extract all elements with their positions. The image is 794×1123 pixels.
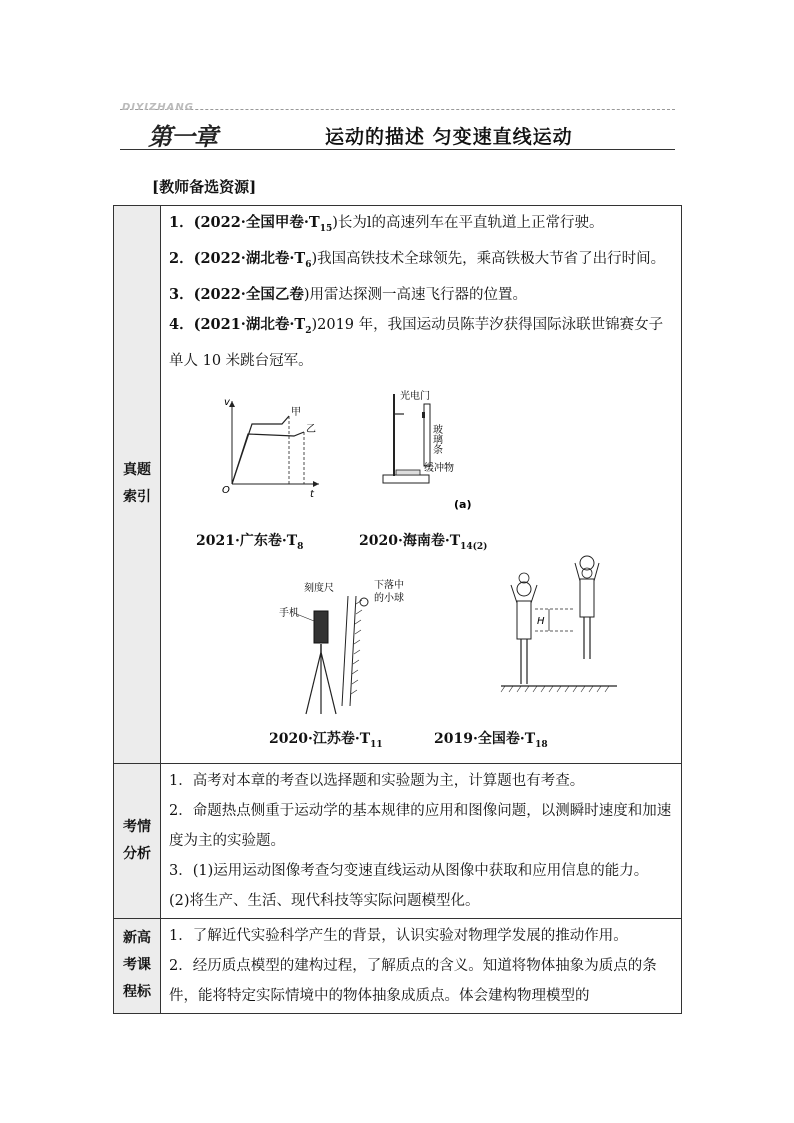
row-label-line: 真题 [123,462,151,479]
row-content [161,763,682,918]
axis-label-t: t [310,488,314,500]
table-row [114,206,682,764]
list-item: 4．(2021·湖北卷$\cdot T_2)2019$ 年，我国运动员陈芋汐获得国际泳联世锦赛女子单人 10 米跳台冠军。 [169,315,664,369]
label-ruler: 刻度尺 [304,582,334,594]
chapter-number: 第一章 [148,123,217,151]
list-item: 1．(2022·全国甲卷$\cdot T_{15}$)长为l的高速列车在平直轨道上正常行驶。 [169,214,604,234]
list-item: 2．经历质点模型的建构过程，了解质点的含义。知道将物体抽象为质点的条件，能将特定实际情境中的物体抽象成质点。体会建构物理模型的 [169,957,657,1004]
row-label [114,206,161,764]
row-label-line: 程标 [123,984,151,1001]
label-falling-ball: 下落中 [374,579,404,591]
row-label-line: 考情 [123,818,151,835]
label-photogate: 光电门 [400,390,430,402]
list-item: (2)将生产、生活、现代科技等实际问题模型化。 [169,892,480,909]
origin-label: O [222,484,230,496]
curve-label-yi: 乙 [306,423,316,435]
figure-tag-a: (a) [454,497,472,511]
figure-caption: 2020·海南卷$\cdot T_{14(2)}$ [359,532,488,552]
resource-table [113,205,682,1014]
row-label [114,763,161,918]
row-label [114,918,161,1013]
vt-graph-figure [214,396,324,504]
list-item: 3．(2022·全国乙卷)用雷达探测一高速飞行器的位置。 [169,285,528,303]
list-item: 2．(2022·湖北卷$\cdot T_6$)我国高铁技术全球领先，乘高铁极大节省了出行时间。 [169,249,666,270]
row-label-line: 新高 [123,930,151,947]
label-height-h: H [537,615,545,627]
list-item: 3．(1)运用运动图像考查匀变速直线运动从图像中获取和应用信息的能力。 [169,862,649,879]
figures-area [169,376,677,761]
curve-label-jia: 甲 [291,406,301,418]
label-glass-strip: 玻璃条 [430,423,442,454]
list-item: 1．了解近代实验科学产生的背景，认识实验对物理学发展的推动作用。 [169,927,628,944]
header-rule [120,149,675,150]
label-phone: 手机 [279,607,299,619]
row-content [161,206,682,764]
row-content [161,918,682,1013]
label-falling-ball-2: 的小球 [374,592,404,604]
header-dotted-line [120,109,675,110]
ruler-phone-figure [274,576,459,721]
jump-figure [499,551,619,701]
chapter-pinyin: DIYIZHANG [122,102,194,113]
axis-label-v: v [224,396,230,408]
section-label: [教师备选资源] [152,178,257,196]
row-label-line: 考课 [123,957,151,974]
table-row [114,763,682,918]
table-row [114,918,682,1013]
chapter-title: 运动的描述 匀变速直线运动 [325,126,573,148]
photogate-apparatus-figure [374,384,484,514]
row-label-line: 索引 [123,489,151,506]
figure-caption: 2019·全国卷$\cdot T_{18}$ [434,730,548,750]
list-item: 2．命题热点侧重于运动学的基本规律的应用和图像问题，以测瞬时速度和加速度为主的实验题。 [169,802,672,849]
figure-caption: 2021·广东卷$\cdot T_8$ [196,532,304,552]
chapter-header [120,104,675,154]
row-label-line: 分析 [123,845,151,862]
label-buffer: 缓冲物 [424,462,454,474]
list-item: 1．高考对本章的考查以选择题和实验题为主，计算题也有考查。 [169,772,585,789]
figure-caption: 2020·江苏卷$\cdot T_{11}$ [269,730,383,750]
